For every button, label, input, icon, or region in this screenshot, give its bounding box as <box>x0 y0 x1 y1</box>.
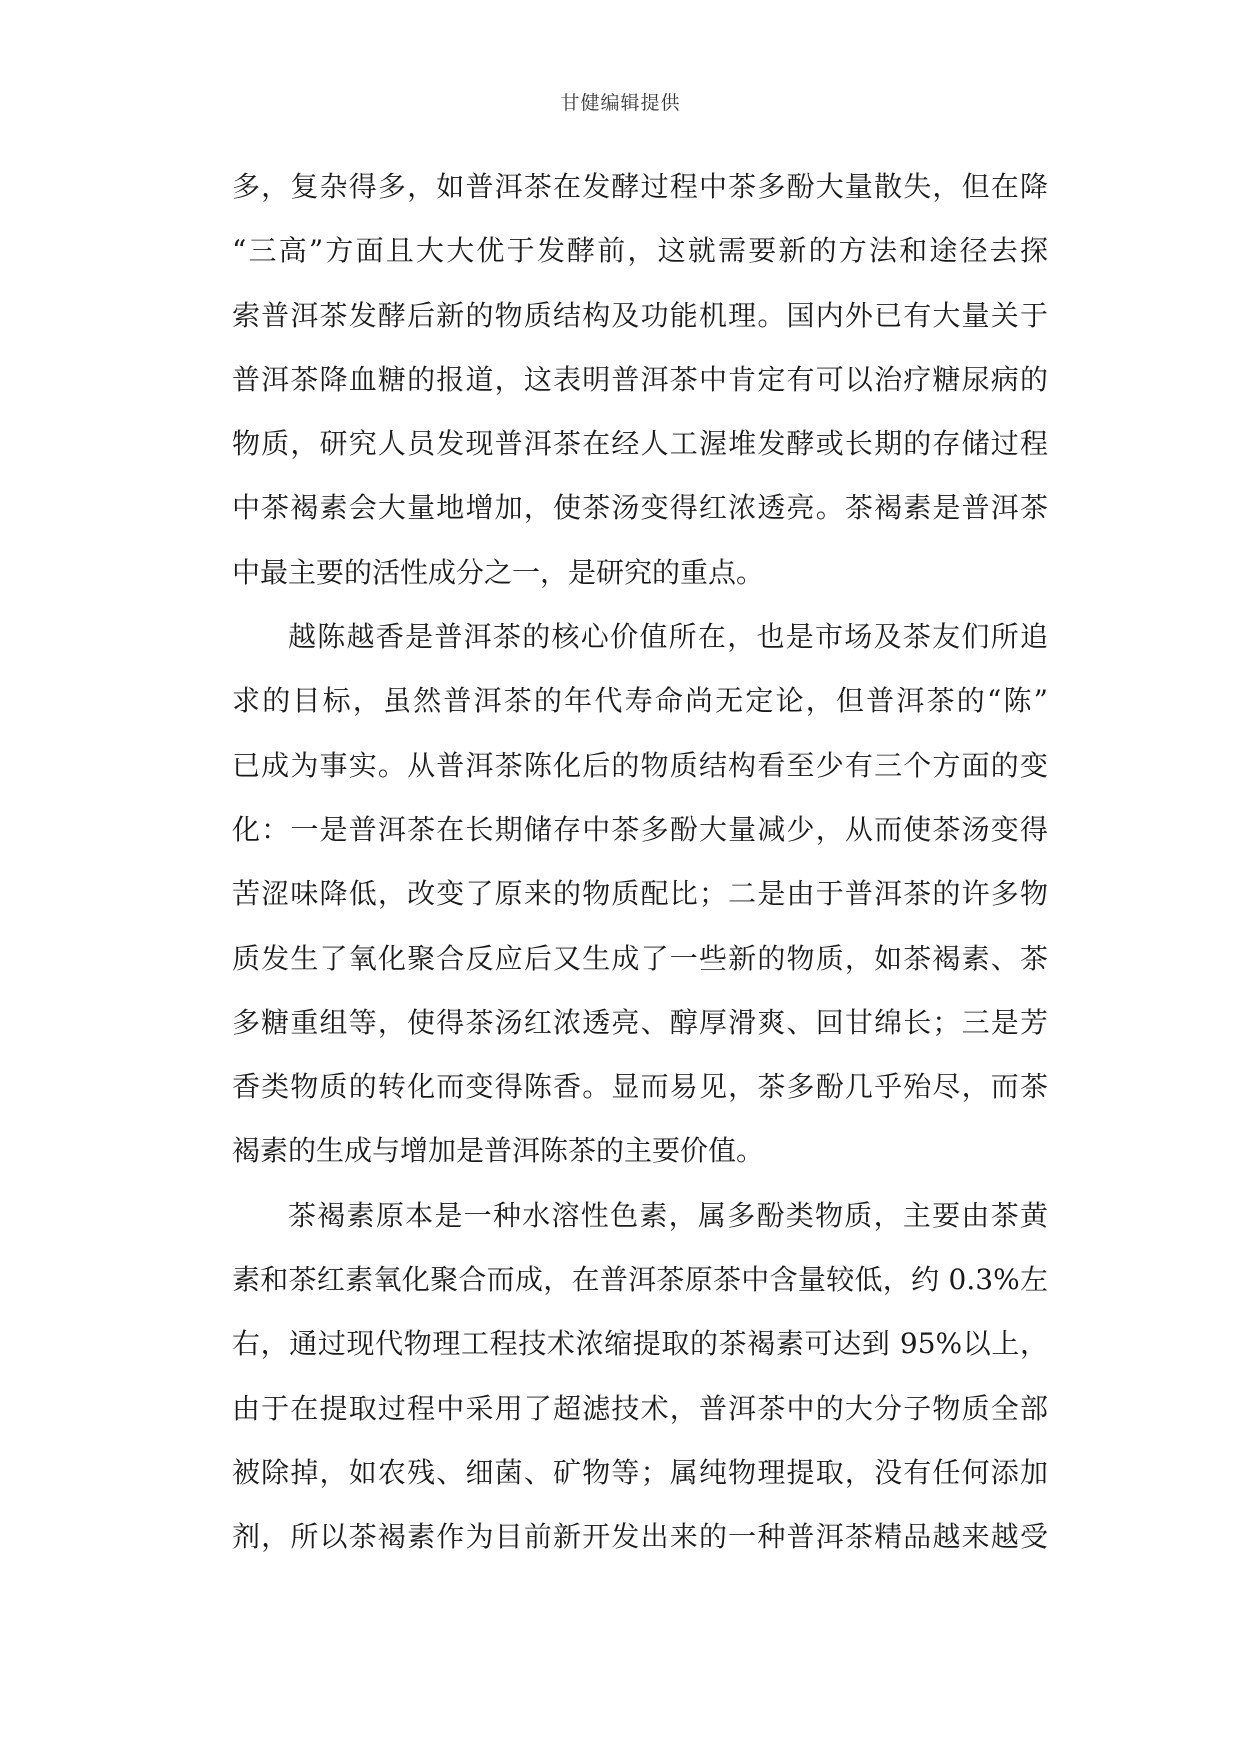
text-line: 右，通过现代物理工程技术浓缩提取的茶褐素可达到 95%以上， <box>232 1327 1048 1361</box>
body-text <box>232 155 1048 1570</box>
text-line: 多糖重组等，使得茶汤红浓透亮、醇厚滑爽、回甘绵长；三是芳 <box>232 1005 1048 1039</box>
text-line: 苦涩味降低，改变了原来的物质配比；二是由于普洱茶的许多物 <box>232 877 1048 911</box>
text-line: 中最主要的活性成分之一，是研究的重点。 <box>232 555 765 589</box>
text-line: 普洱茶降血糖的报道，这表明普洱茶中肯定有可以治疗糖尿病的 <box>232 362 1048 396</box>
text-line: 多，复杂得多，如普洱茶在发酵过程中茶多酚大量散失，但在降 <box>232 170 1048 203</box>
text-line: 求的目标，虽然普洱茶的年代寿命尚无定论，但普洱茶的“陈” <box>232 684 1048 718</box>
text-line: 香类物质的转化而变得陈香。显而易见，茶多酚几乎殆尽，而茶 <box>232 1070 1048 1104</box>
text-line: 中茶褐素会大量地增加，使茶汤变得红浓透亮。茶褐素是普洱茶 <box>232 491 1048 525</box>
text-line: 化：一是普洱茶在长期储存中茶多酚大量减少，从而使茶汤变得 <box>232 812 1048 846</box>
text-line: 已成为事实。从普洱茶陈化后的物质结构看至少有三个方面的变 <box>232 748 1048 782</box>
text-line: 褐素的生成与增加是普洱陈茶的主要价值。 <box>232 1134 765 1168</box>
text-line: 物质，研究人员发现普洱茶在经人工渥堆发酵或长期的存储过程 <box>232 427 1048 461</box>
text-line: 素和茶红素氧化聚合而成，在普洱茶原茶中含量较低，约 0.3%左 <box>232 1263 1048 1297</box>
text-line: 质发生了氧化聚合反应后又生成了一些新的物质，如茶褐素、茶 <box>232 941 1048 975</box>
text-line: “三高”方面且大大优于发酵前，这就需要新的方法和途径去探 <box>232 234 1048 268</box>
text-line: 由于在提取过程中采用了超滤技术，普洱茶中的大分子物质全部 <box>232 1391 1048 1425</box>
page-header: 甘健编辑提供 <box>560 92 681 114</box>
text-line: 茶褐素原本是一种水溶性色素，属多酚类物质，主要由茶黄 <box>288 1198 1048 1232</box>
text-line: 被除掉，如农残、细菌、矿物等；属纯物理提取，没有任何添加 <box>232 1455 1048 1489</box>
text-line: 剂，所以茶褐素作为目前新开发出来的一种普洱茶精品越来越受 <box>232 1520 1048 1554</box>
text-line: 越陈越香是普洱茶的核心价值所在，也是市场及茶友们所追 <box>288 620 1048 654</box>
text-line: 索普洱茶发酵后新的物质结构及功能机理。国内外已有大量关于 <box>232 298 1048 332</box>
